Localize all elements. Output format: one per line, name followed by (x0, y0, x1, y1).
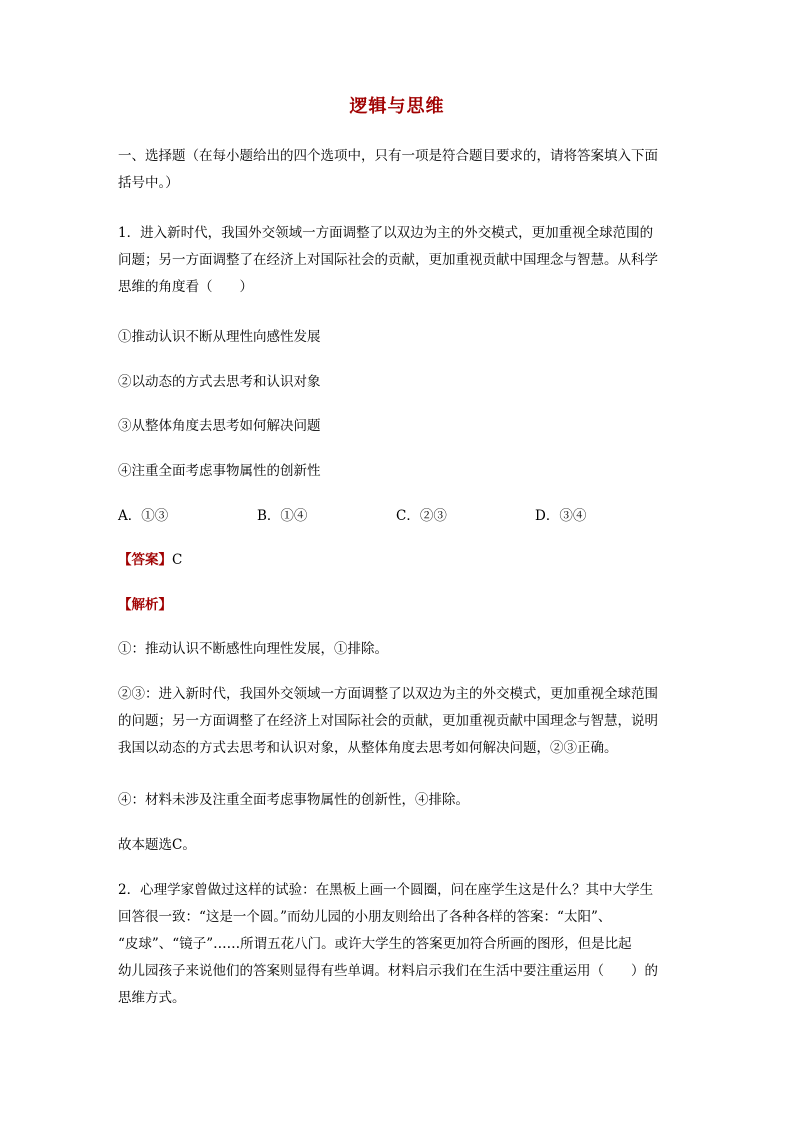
question-1-options (118, 503, 678, 530)
question-2-line: 思维方式。 (118, 990, 186, 1006)
question-2-line: “皮球”、“镜子”……所谓五花八门。或许大学生的答案更加符合所画的图形，但是比起 (118, 936, 632, 952)
analysis-text: ④：材料未涉及注重全面考虑事物属性的创新性，④排除。 (118, 792, 469, 808)
question-1-line: 问题；另一方面调整了在经济上对国际社会的贡献，更加重视贡献中国理念与智慧。从科学 (118, 252, 658, 268)
option-a: A．①③ (118, 508, 169, 524)
analysis-paragraph-1 (118, 636, 678, 663)
question-1-item-text: ②以动态的方式去思考和认识对象 (118, 374, 321, 390)
question-1-line: 思维的角度看（ ） (118, 279, 253, 295)
answer-line (118, 547, 678, 574)
answer-value: C (172, 552, 183, 568)
analysis-paragraph-2 (118, 681, 678, 762)
analysis-text: 的问题；另一方面调整了在经济上对国际社会的贡献，更加重视贡献中国理念与智慧，说明 (118, 713, 658, 729)
option-b: B．①④ (257, 508, 308, 524)
question-1-line: 1．进入新时代，我国外交领域一方面调整了以双边为主的外交模式，更加重视全球范围的 (118, 225, 654, 241)
question-1-item-3 (118, 413, 678, 440)
section-heading-line: 括号中。） (118, 175, 179, 191)
question-1-item-4 (118, 458, 678, 485)
answer-label: 【答案】 (118, 552, 172, 568)
analysis-conclusion (118, 832, 678, 859)
question-2-stem (118, 877, 678, 1012)
analysis-text: ①：推动认识不断感性向理性发展，①排除。 (118, 641, 388, 657)
section-heading-line: 一、选择题（在每小题给出的四个选项中，只有一项是符合题目要求的，请将答案填入下面 (118, 148, 658, 164)
analysis-text: 故本题选C。 (118, 837, 196, 853)
question-1-item-1 (118, 324, 678, 351)
analysis-label: 【解析】 (118, 597, 172, 613)
question-1-item-2 (118, 369, 678, 396)
question-2-line: 回答很一致：“这是一个圆。”而幼儿园的小朋友则给出了各种各样的答案：“太阳”、 (118, 909, 612, 925)
question-1-stem (118, 220, 678, 301)
question-1-item-text: ③从整体角度去思考如何解决问题 (118, 418, 321, 434)
analysis-paragraph-3 (118, 787, 678, 814)
analysis-text: ②③：进入新时代，我国外交领域一方面调整了以双边为主的外交模式，更加重视全球范围 (118, 686, 658, 702)
question-1-item-text: ④注重全面考虑事物属性的创新性 (118, 463, 321, 479)
section-heading (118, 143, 678, 197)
question-2-line: 2．心理学家曾做过这样的试验：在黑板上画一个圆圈，问在座学生这是什么？其中大学生 (118, 882, 654, 898)
analysis-text: 我国以动态的方式去思考和认识对象，从整体角度去思考如何解决问题，②③正确。 (118, 740, 618, 756)
question-1-item-text: ①推动认识不断从理性向感性发展 (118, 329, 321, 345)
page-title: 逻辑与思维 (349, 96, 445, 117)
analysis-heading (118, 592, 678, 619)
question-2-line: 幼儿园孩子来说他们的答案则显得有些单调。材料启示我们在生活中要注重运用（ ）的 (118, 963, 658, 979)
option-d: D．③④ (535, 508, 587, 524)
option-c: C．②③ (396, 508, 447, 524)
